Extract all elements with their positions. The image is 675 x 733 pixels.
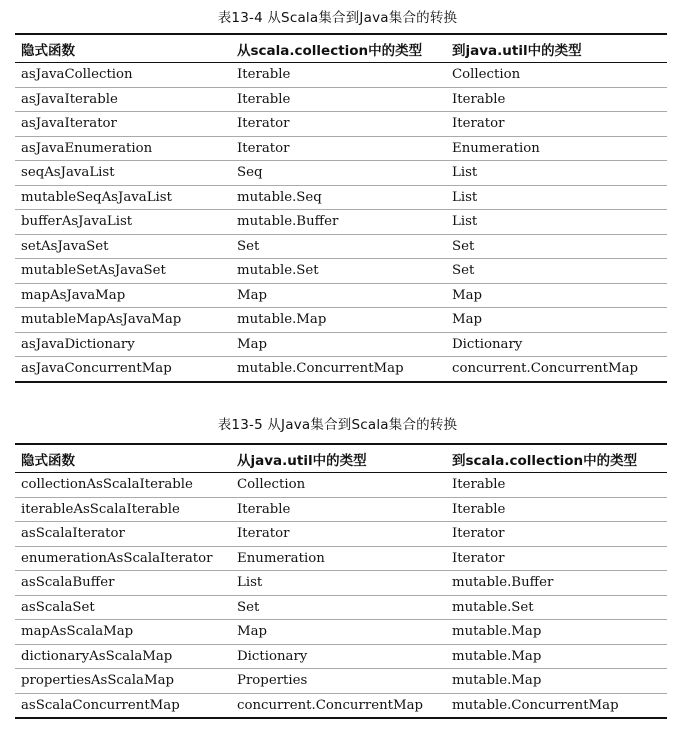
java-to-scala-table — [15, 443, 667, 719]
table-row — [15, 63, 667, 88]
header-implicit-function: 隐式函数 — [15, 34, 231, 63]
cell-to-type: List — [446, 161, 667, 186]
table-row — [15, 497, 667, 522]
cell-from-type: Iterable — [231, 87, 446, 112]
cell-to-type: Iterator — [446, 112, 667, 137]
cell-implicit-function: asJavaIterable — [15, 87, 231, 112]
cell-implicit-function: collectionAsScalaIterable — [15, 473, 231, 498]
cell-to-type: Set — [446, 234, 667, 259]
cell-to-type: concurrent.ConcurrentMap — [446, 357, 667, 382]
cell-implicit-function: mapAsJavaMap — [15, 283, 231, 308]
cell-from-type: Enumeration — [231, 546, 446, 571]
cell-implicit-function: iterableAsScalaIterable — [15, 497, 231, 522]
table-row — [15, 234, 667, 259]
cell-implicit-function: asJavaEnumeration — [15, 136, 231, 161]
table-row — [15, 210, 667, 235]
cell-to-type: Map — [446, 283, 667, 308]
cell-implicit-function: mutableSetAsJavaSet — [15, 259, 231, 284]
cell-implicit-function: asJavaIterator — [15, 112, 231, 137]
table-13-4-caption: 表13-4 从Scala集合到Java集合的转换 — [217, 10, 458, 26]
cell-from-type: Iterable — [231, 63, 446, 88]
cell-to-type: mutable.Map — [446, 620, 667, 645]
table-row — [15, 283, 667, 308]
table-13-5-caption: 表13-5 从Java集合到Scala集合的转换 — [217, 417, 458, 433]
cell-to-type: Iterable — [446, 87, 667, 112]
table-row — [15, 669, 667, 694]
cell-from-type: Seq — [231, 161, 446, 186]
cell-from-type: Collection — [231, 473, 446, 498]
cell-from-type: mutable.ConcurrentMap — [231, 357, 446, 382]
table-row — [15, 644, 667, 669]
cell-to-type: mutable.Set — [446, 595, 667, 620]
header-row — [15, 444, 667, 473]
cell-to-type: Map — [446, 308, 667, 333]
cell-implicit-function: mutableMapAsJavaMap — [15, 308, 231, 333]
cell-from-type: mutable.Set — [231, 259, 446, 284]
table-body — [15, 63, 667, 382]
header-implicit-function: 隐式函数 — [15, 444, 231, 473]
cell-to-type: mutable.ConcurrentMap — [446, 693, 667, 718]
scala-to-java-table — [15, 33, 667, 383]
cell-from-type: Map — [231, 283, 446, 308]
header-to-type: 到scala.collection中的类型 — [446, 444, 667, 473]
cell-implicit-function: asJavaCollection — [15, 63, 231, 88]
cell-from-type: Set — [231, 234, 446, 259]
table-body — [15, 473, 667, 719]
cell-from-type: Iterator — [231, 522, 446, 547]
table-row — [15, 620, 667, 645]
cell-to-type: Enumeration — [446, 136, 667, 161]
header-row — [15, 34, 667, 63]
cell-implicit-function: bufferAsJavaList — [15, 210, 231, 235]
cell-implicit-function: asScalaConcurrentMap — [15, 693, 231, 718]
cell-to-type: Dictionary — [446, 332, 667, 357]
cell-implicit-function: enumerationAsScalaIterator — [15, 546, 231, 571]
header-to-type: 到java.util中的类型 — [446, 34, 667, 63]
cell-to-type: mutable.Map — [446, 644, 667, 669]
cell-to-type: Set — [446, 259, 667, 284]
cell-implicit-function: seqAsJavaList — [15, 161, 231, 186]
cell-to-type: Iterable — [446, 497, 667, 522]
table-row — [15, 185, 667, 210]
cell-from-type: List — [231, 571, 446, 596]
cell-from-type: mutable.Buffer — [231, 210, 446, 235]
table-row — [15, 161, 667, 186]
header-from-type: 从scala.collection中的类型 — [231, 34, 446, 63]
header-from-type: 从java.util中的类型 — [231, 444, 446, 473]
cell-from-type: Dictionary — [231, 644, 446, 669]
table-row — [15, 332, 667, 357]
cell-from-type: Properties — [231, 669, 446, 694]
cell-implicit-function: asJavaConcurrentMap — [15, 357, 231, 382]
cell-implicit-function: dictionaryAsScalaMap — [15, 644, 231, 669]
cell-to-type: mutable.Map — [446, 669, 667, 694]
cell-implicit-function: asScalaIterator — [15, 522, 231, 547]
cell-implicit-function: asScalaBuffer — [15, 571, 231, 596]
table-row — [15, 87, 667, 112]
table-row — [15, 595, 667, 620]
cell-from-type: Iterator — [231, 112, 446, 137]
table-row — [15, 357, 667, 382]
cell-from-type: mutable.Seq — [231, 185, 446, 210]
cell-from-type: Map — [231, 332, 446, 357]
cell-to-type: Iterable — [446, 473, 667, 498]
table-row — [15, 112, 667, 137]
cell-to-type: Iterator — [446, 522, 667, 547]
cell-to-type: Collection — [446, 63, 667, 88]
table-row — [15, 546, 667, 571]
cell-to-type: mutable.Buffer — [446, 571, 667, 596]
cell-implicit-function: mapAsScalaMap — [15, 620, 231, 645]
cell-to-type: Iterator — [446, 546, 667, 571]
cell-implicit-function: asJavaDictionary — [15, 332, 231, 357]
table-row — [15, 693, 667, 718]
cell-to-type: List — [446, 210, 667, 235]
cell-implicit-function: asScalaSet — [15, 595, 231, 620]
table-row — [15, 571, 667, 596]
table-row — [15, 136, 667, 161]
table-row — [15, 259, 667, 284]
cell-from-type: Iterator — [231, 136, 446, 161]
cell-from-type: Set — [231, 595, 446, 620]
cell-implicit-function: propertiesAsScalaMap — [15, 669, 231, 694]
cell-to-type: List — [446, 185, 667, 210]
cell-implicit-function: mutableSeqAsJavaList — [15, 185, 231, 210]
cell-from-type: concurrent.ConcurrentMap — [231, 693, 446, 718]
table-row — [15, 308, 667, 333]
cell-from-type: Map — [231, 620, 446, 645]
table-row — [15, 473, 667, 498]
cell-implicit-function: setAsJavaSet — [15, 234, 231, 259]
cell-from-type: mutable.Map — [231, 308, 446, 333]
table-row — [15, 522, 667, 547]
cell-from-type: Iterable — [231, 497, 446, 522]
